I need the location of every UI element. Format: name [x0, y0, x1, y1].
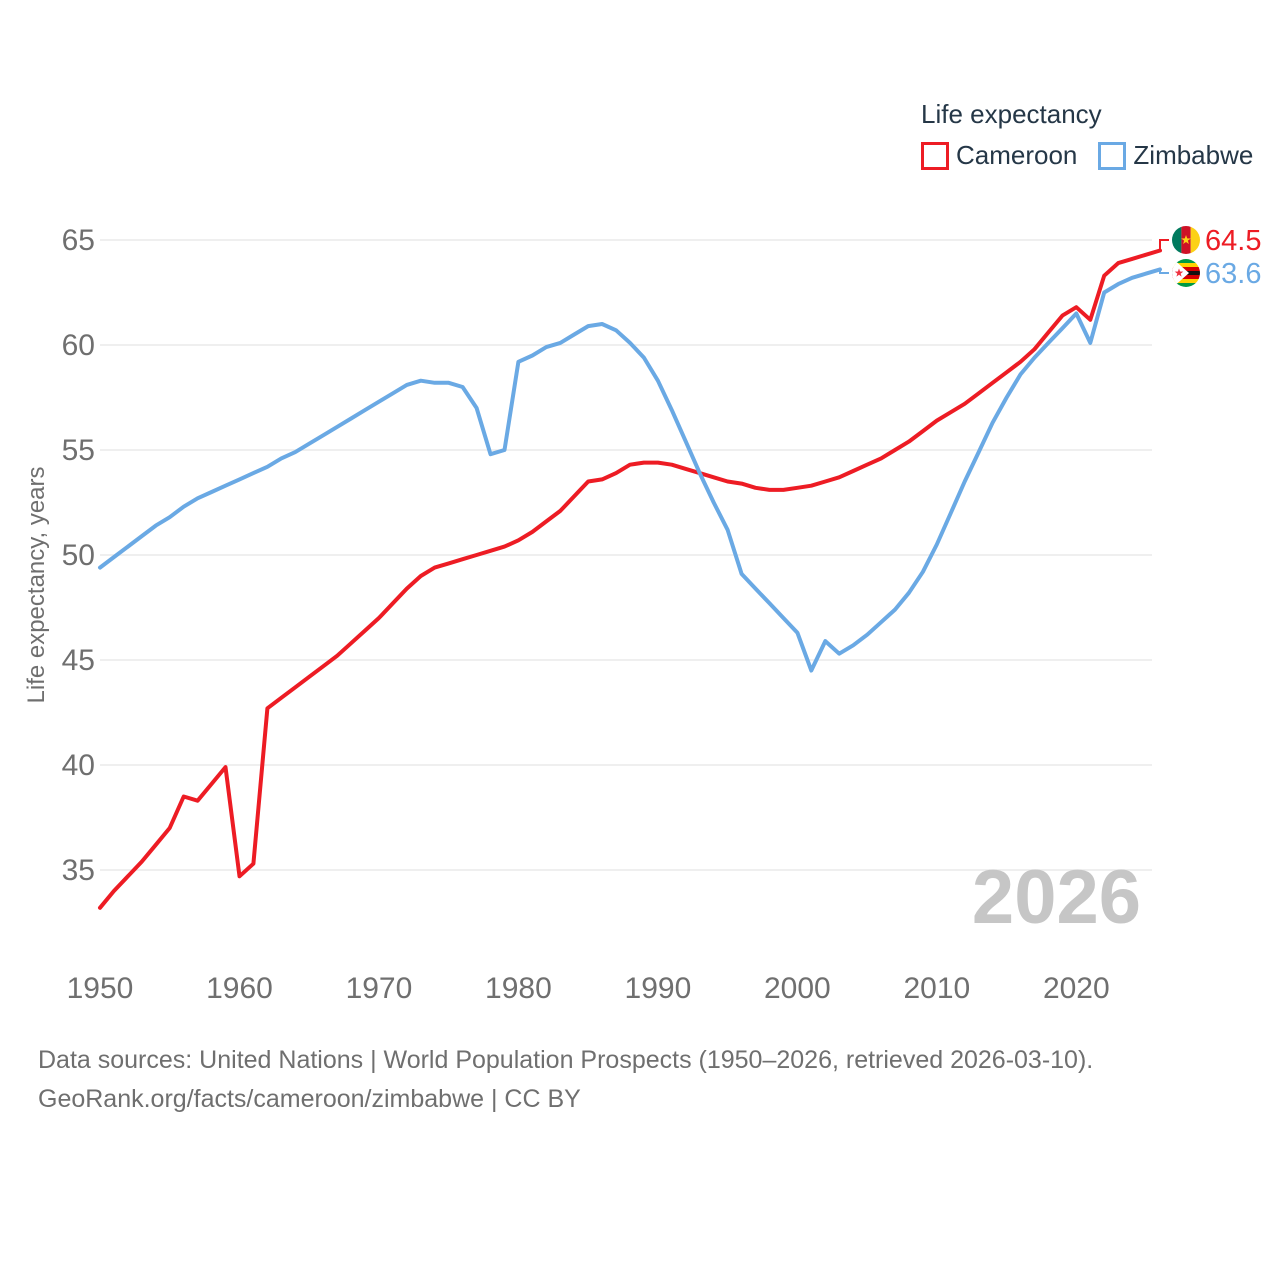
watermark-year: 2026	[971, 855, 1141, 940]
x-tick-label-2000: 2000	[763, 972, 831, 1005]
data-sources-line: Data sources: United Nations | World Population Prospects (1950–2026, retrieved 2026-03-10).	[38, 1046, 1094, 1074]
y-tick-label-50: 50	[61, 539, 95, 572]
legend-label-zimbabwe: Zimbabwe	[1133, 140, 1254, 170]
series-line-zimbabwe	[100, 269, 1160, 670]
y-tick-label-45: 45	[61, 644, 95, 677]
y-axis-title: Life expectancy, years	[23, 466, 50, 704]
y-tick-label-35: 35	[61, 854, 95, 887]
end-value-label-cameroon: 64.5	[1205, 225, 1262, 257]
y-tick-label-55: 55	[61, 434, 95, 467]
y-tick-label-60: 60	[61, 329, 95, 362]
legend-label-cameroon: Cameroon	[956, 140, 1078, 170]
cameroon-flag-icon	[1171, 225, 1202, 256]
x-tick-label-1950: 1950	[66, 972, 134, 1005]
x-tick-label-2020: 2020	[1042, 972, 1110, 1005]
legend-swatch-zimbabwe	[1098, 142, 1126, 170]
end-value-label-zimbabwe: 63.6	[1205, 258, 1262, 290]
x-tick-label-1990: 1990	[624, 972, 692, 1005]
attribution	[38, 1041, 1093, 1119]
x-tick-label-1980: 1980	[485, 972, 552, 1005]
x-tick-label-1970: 1970	[345, 972, 413, 1005]
legend-title: Life expectancy	[921, 99, 1102, 129]
legend-swatch-cameroon	[921, 142, 949, 170]
y-tick-label-65: 65	[61, 224, 95, 257]
series-line-cameroon	[100, 251, 1160, 908]
legend-item-cameroon	[921, 140, 1077, 171]
legend	[921, 99, 1253, 171]
zimbabwe-flag-icon	[1171, 258, 1202, 289]
y-tick-label-40: 40	[61, 749, 95, 782]
leader-line-cameroon	[1160, 240, 1169, 251]
legend-item-zimbabwe	[1098, 140, 1253, 171]
x-tick-label-1960: 1960	[206, 972, 273, 1005]
x-tick-label-2010: 2010	[903, 972, 971, 1005]
georank-url-line: GeoRank.org/facts/cameroon/zimbabwe | CC BY	[38, 1085, 581, 1113]
